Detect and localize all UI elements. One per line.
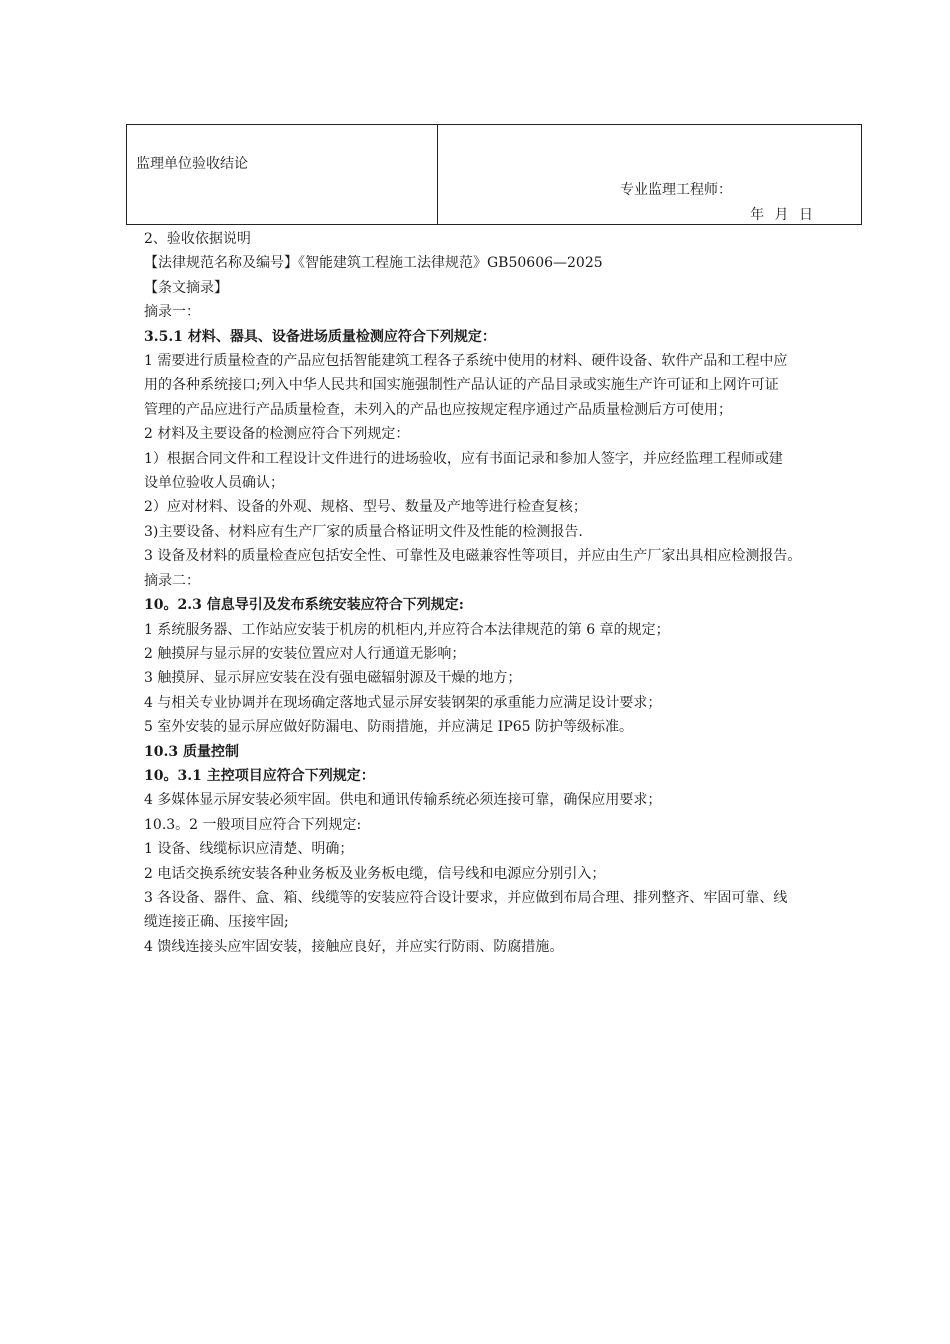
text-line: 4 馈线连接头应牢固安装，接触应良好，并应实行防雨、防腐措施。 [144,938,564,955]
text-line: 3 各设备、器件、盒、箱、线缆等的安装应符合设计要求，并应做到布局合理、排列整齐、牢固可靠、线 [144,889,788,906]
text-line: 2）应对材料、设备的外观、规格、型号、数量及产地等进行检查复核； [144,499,587,516]
text-line: 摘录二： [144,572,200,589]
acceptance-basis-text [144,227,824,959]
text-line: 1 系统服务器、工作站应安装于机房的机柜内,并应符合本法律规范的第 6 章的规定； [144,621,670,638]
text-line: 2 材料及主要设备的检测应符合下列规定： [144,426,410,443]
text-line: 【法律规范名称及编号】《智能建筑工程施工法律规范》GB50606—2025 [144,255,603,272]
text-line: 用的各种系统接口;列入中华人民共和国实施强制性产品认证的产品目录或实施生产许可证和上网许可证 [144,377,779,394]
text-line: 摘录一： [144,304,200,321]
text-line: 1）根据合同文件和工程设计文件进行的进场验收，应有书面记录和参加人签字，并应经监理工程师或建 [144,450,783,467]
supervision-signoff-table [126,124,862,225]
text-line: 4 多媒体显示屏安装必须牢固。供电和通讯传输系统必须连接可靠，确保应用要求； [144,792,662,809]
text-line: 10.3。2 一般项目应符合下列规定: [144,816,362,833]
signoff-label-cell [127,125,438,224]
date-label: 年 月 日 [750,207,813,223]
text-line: 4 与相关专业协调并在现场确定落地式显示屏安装钢架的承重能力应满足设计要求； [144,694,662,711]
text-line: 设单位验收人员确认； [144,475,284,492]
text-line: 5 室外安装的显示屏应做好防漏电、防雨措施，并应满足 IP65 防护等级标准。 [144,719,634,736]
text-line: 3)主要设备、材料应有生产厂家的质量合格证明文件及性能的检测报告. [144,523,583,540]
section-heading-line: 3.5.1 材料、器具、设备进场质量检测应符合下列规定： [144,328,496,345]
section-heading-line: 10.3 质量控制 [144,743,239,760]
text-line: 2、验收依据说明 [144,231,251,247]
text-line: 3 设备及材料的质量检查应包括安全性、可靠性及电磁兼容性等项目，并应由生产厂家出具相应检测报告。 [144,548,802,565]
engineer-signature-label: 专业监理工程师： [620,182,732,198]
supervision-conclusion-label: 监理单位验收结论 [136,156,248,172]
section-heading-line: 10。2.3 信息导引及发布系统安装应符合下列规定: [144,597,464,614]
text-line: 2 触摸屏与显示屏的安装位置应对人行通道无影响； [144,645,466,662]
section-heading-line: 10。3.1 主控项目应符合下列规定： [144,767,375,784]
text-line: 1 需要进行质量检查的产品应包括智能建筑工程各子系统中使用的材料、硬件设备、软件产品和工程中应 [144,353,788,370]
text-line: 3 触摸屏、显示屏应安装在没有强电磁辐射源及干燥的地方； [144,670,522,687]
text-line: 2 电话交换系统安装各种业务板及业务板电缆，信号线和电源应分别引入； [144,865,606,882]
signoff-signature-cell [438,125,861,224]
text-line: 1 设备、线缆标识应清楚、明确； [144,841,354,858]
text-line: 【条文摘录】 [144,279,228,296]
text-line: 管理的产品应进行产品质量检查，未列入的产品也应按规定程序通过产品质量检测后方可使用； [144,401,732,418]
text-line: 缆连接正确、压接牢固; [144,914,289,931]
